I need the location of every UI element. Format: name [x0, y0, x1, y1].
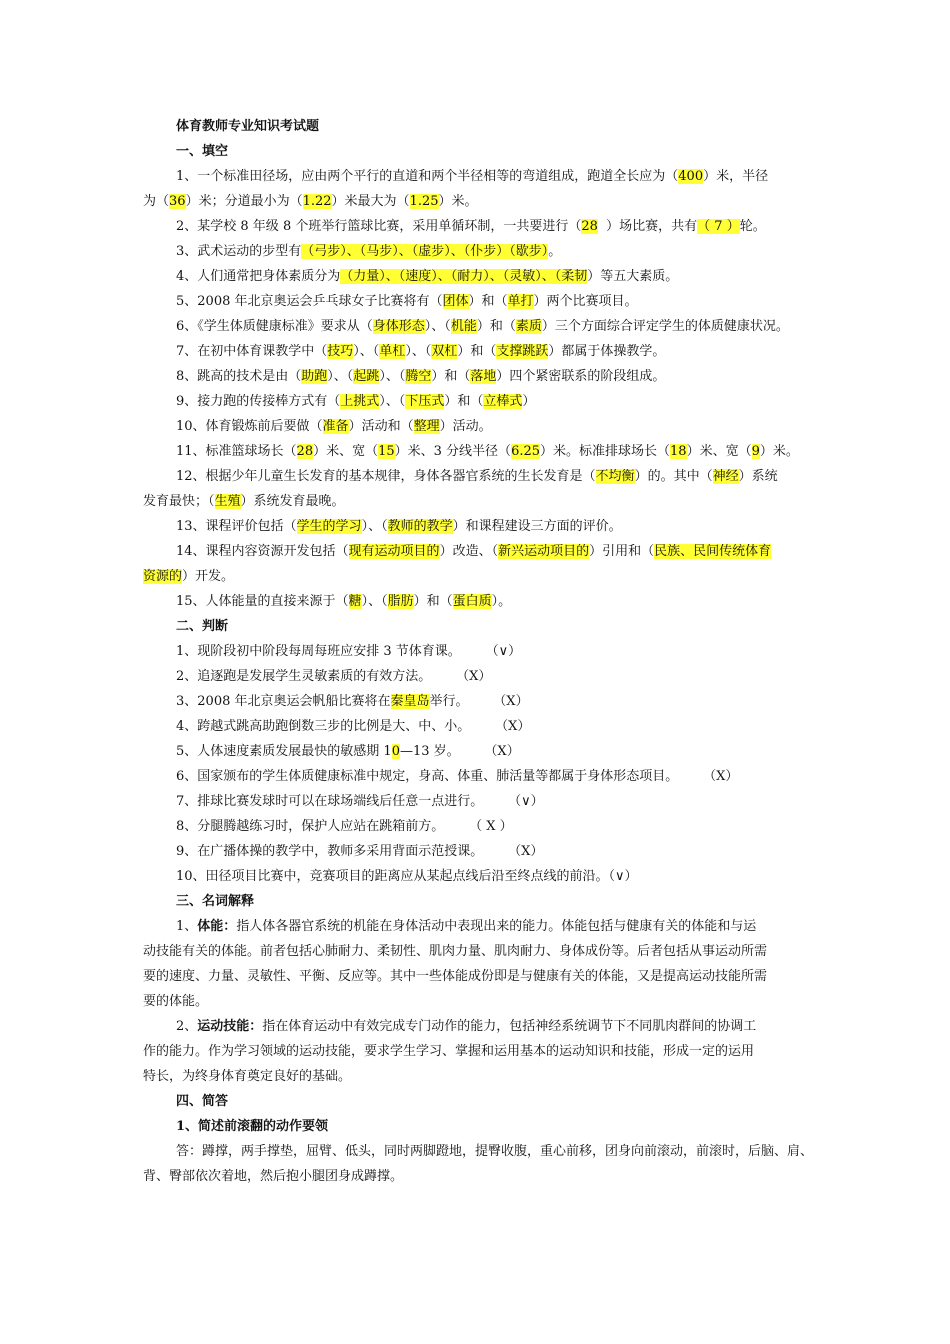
text-segment: ）开发。 [182, 569, 235, 584]
text-segment: ）米最大为（ [331, 194, 410, 209]
text-segment: 。 [548, 244, 562, 259]
text-segment: 5、2008 年北京奥运会乒乓球女子比赛将有（ [176, 294, 443, 309]
text-line [0, 393, 950, 411]
text-segment: 三、名词解释 [176, 894, 255, 909]
text-segment: 9、接力跑的传接棒方式有（ [176, 394, 341, 409]
text-line [0, 1018, 950, 1036]
text-segment: 2、 [176, 1019, 198, 1034]
text-segment: ）两个比赛项目。 [533, 294, 638, 309]
highlighted-answer: 技巧 [327, 344, 354, 359]
highlighted-answer: 400 [678, 169, 704, 184]
text-segment: 6、国家颁布的学生体质健康标准中规定，身高、体重、肺活量等都属于身体形态项目。 （X） [176, 769, 739, 784]
highlighted-answer: 9 [751, 444, 760, 459]
highlighted-answer: 助跑 [301, 369, 328, 384]
highlighted-answer: 上挑式 [340, 394, 380, 409]
text-segment: ）改造、（ [439, 544, 499, 559]
text-segment: ）米、宽（ [686, 444, 752, 459]
text-segment: 2、追逐跑是发展学生灵敏素质的有效方法。 （X） [176, 669, 492, 684]
text-segment: ） [522, 394, 536, 409]
text-segment: ）场比赛，共有 [597, 219, 698, 234]
text-line [0, 543, 950, 561]
highlighted-answer: 腾空 [405, 369, 432, 384]
text-segment: 指在体育运动中有效完成专门动作的能力，包括神经系统调节下不同肌肉群间的协调工 [262, 1019, 757, 1034]
highlighted-answer: 15 [378, 444, 395, 459]
text-segment: 指人体各器官系统的机能在身体活动中表现出来的能力。体能包括与健康有关的体能和与运 [236, 919, 757, 934]
text-segment: 10、体育锻炼前后要做（ [176, 419, 323, 434]
text-line [0, 443, 950, 461]
highlighted-answer: 资源的 [143, 569, 183, 584]
text-line [0, 968, 950, 986]
text-segment: ）、（ [361, 519, 388, 534]
text-line [0, 293, 950, 311]
highlighted-answer: （力量）、（速度）、（耐力）、（灵敏）、（柔韧 [340, 269, 588, 284]
text-segment: ）、（ [361, 594, 388, 609]
text-segment: 4、跨越式跳高助跑倒数三步的比例是大、中、小。 （X） [176, 719, 531, 734]
text-segment: 10、田径项目比赛中，竞赛项目的距离应从某起点线后沿至终点线的前沿。（∨） [176, 869, 638, 884]
text-segment: ）米。标准排球场长（ [540, 444, 671, 459]
text-segment: 举行。 （X） [429, 694, 529, 709]
text-segment: 动技能有关的体能。前者包括心肺耐力、柔韧性、肌肉力量、肌肉耐力、身体成份等。后者包括从事运动所需 [143, 944, 768, 959]
section-heading [0, 893, 950, 911]
text-line [0, 218, 950, 236]
text-line [0, 518, 950, 536]
text-segment: 1、现阶段初中阶段每周每班应安排 3 节体育课。 （∨） [176, 644, 522, 659]
text-line [0, 1043, 950, 1061]
text-segment: 4、人们通常把身体素质分为 [176, 269, 341, 284]
text-segment: ）系统发育最晚。 [240, 494, 345, 509]
text-segment: 14、课程内容资源开发包括（ [176, 544, 349, 559]
text-line [0, 368, 950, 386]
text-segment: ）四个紧密联系的阶段组成。 [496, 369, 666, 384]
section-heading [0, 118, 950, 136]
highlighted-answer: 素质 [515, 319, 542, 334]
highlighted-answer: 民族、民间传统体育 [654, 544, 772, 559]
highlighted-answer: 0 [391, 744, 400, 759]
text-segment: 8、跳高的技术是由（ [176, 369, 302, 384]
text-line [0, 568, 950, 586]
text-segment: 1、简述前滚翻的动作要领 [176, 1119, 329, 1134]
highlighted-answer: 6.25 [511, 444, 541, 459]
text-segment: 1、 [176, 919, 198, 934]
text-segment: 12、根据少年儿童生长发育的基本规律，身体各器官系统的生长发育是（ [176, 469, 596, 484]
text-segment: ）、（ [327, 369, 354, 384]
text-segment: 8、分腿腾越练习时，保护人应站在跳箱前方。 （ X ） [176, 819, 513, 834]
text-segment: 为（ [143, 194, 170, 209]
highlighted-answer: 起跳 [353, 369, 380, 384]
text-segment: ）活动和（ [348, 419, 414, 434]
text-segment: ）和（ [431, 369, 471, 384]
highlighted-answer: 18 [670, 444, 687, 459]
highlighted-answer: 双杠 [431, 344, 458, 359]
text-line [0, 343, 950, 361]
highlighted-answer: （ 7 ） [697, 219, 740, 234]
text-segment: ）和（ [457, 344, 497, 359]
highlighted-answer: 1.25 [409, 194, 439, 209]
highlighted-answer: 秦皇岛 [390, 694, 430, 709]
text-segment: ）等五大素质。 [587, 269, 679, 284]
section-heading [0, 1093, 950, 1111]
highlighted-answer: 教师的教学 [387, 519, 453, 534]
highlighted-answer: 生殖 [214, 494, 241, 509]
text-line [0, 168, 950, 186]
text-segment: ）、（ [353, 344, 380, 359]
text-segment: 体育教师专业知识考试题 [176, 119, 320, 134]
highlighted-answer: 下压式 [405, 394, 445, 409]
text-segment: ）和（ [468, 294, 508, 309]
text-line [0, 668, 950, 686]
highlighted-answer: 28 [581, 219, 598, 234]
text-segment: 3、2008 年北京奥运会帆船比赛将在 [176, 694, 391, 709]
text-line [0, 1068, 950, 1086]
text-segment: ）三个方面综合评定学生的体质健康状况。 [541, 319, 789, 334]
text-segment: 发育最快；（ [143, 494, 215, 509]
text-segment: ）、（ [424, 319, 451, 334]
text-segment: 7、排球比赛发球时可以在球场端线后任意一点进行。 （∨） [176, 794, 544, 809]
text-segment: 15、人体能量的直接来源于（ [176, 594, 349, 609]
text-segment: 一、填空 [176, 144, 229, 159]
text-segment: 特长，为终身体育奠定良好的基础。 [143, 1069, 352, 1084]
section-heading [0, 143, 950, 161]
highlighted-answer: 单杠 [379, 344, 406, 359]
highlighted-answer: 整理 [413, 419, 440, 434]
highlighted-answer: 现有运动项目的 [348, 544, 440, 559]
highlighted-answer: 糖 [348, 594, 362, 609]
text-segment: 9、在广播体操的教学中，教师多采用背面示范授课。 （X） [176, 844, 544, 859]
highlighted-answer: 落地 [470, 369, 497, 384]
text-line [0, 418, 950, 436]
text-segment: 答：蹲撑，两手撑垫，屈臂、低头，同时两脚蹬地，提臀收腹，重心前移，团身向前滚动，前滚时，后脑、肩、 [176, 1144, 814, 1159]
highlighted-answer: 团体 [442, 294, 469, 309]
text-line [0, 993, 950, 1011]
text-segment: ）米。 [438, 194, 478, 209]
highlighted-answer: （弓步）、（马步）、（虚步）、（仆步）（歇步） [301, 244, 549, 259]
text-segment: 轮。 [739, 219, 766, 234]
text-line [0, 943, 950, 961]
text-segment: ）引用和（ [589, 544, 655, 559]
text-line [0, 843, 950, 861]
text-segment: 运动技能： [197, 1019, 263, 1034]
text-segment: ）米、3 分线半径（ [394, 444, 512, 459]
text-segment: 要的体能。 [143, 994, 209, 1009]
text-segment: ）的。其中（ [634, 469, 713, 484]
highlighted-answer: 立棒式 [483, 394, 523, 409]
text-line [0, 643, 950, 661]
highlighted-answer: 28 [296, 444, 314, 459]
text-segment: ）、（ [379, 394, 406, 409]
text-segment: 四、简答 [176, 1094, 229, 1109]
highlighted-answer: 神经 [712, 469, 739, 484]
text-segment: ）米。 [759, 444, 799, 459]
text-segment: —13 岁。 （X） [399, 744, 520, 759]
highlighted-answer: 准备 [322, 419, 349, 434]
text-line [0, 718, 950, 736]
text-segment: 1、一个标准田径场，应由两个平行的直道和两个半径相等的弯道组成，跑道全长应为（ [176, 169, 679, 184]
text-line [0, 268, 950, 286]
text-segment: 作的能力。作为学习领域的运动技能，要求学生学习、掌握和运用基本的运动知识和技能，形成一定的运用 [143, 1044, 755, 1059]
text-line [0, 593, 950, 611]
highlighted-answer: 身体形态 [372, 319, 425, 334]
section-heading [0, 1118, 950, 1136]
text-segment: ）系统 [738, 469, 778, 484]
highlighted-answer: 蛋白质 [452, 594, 492, 609]
highlighted-answer: 36 [169, 194, 186, 209]
text-segment: ）活动。 [439, 419, 492, 434]
text-segment: ）都属于体操教学。 [548, 344, 666, 359]
text-segment: 二、判断 [176, 619, 229, 634]
text-segment: ）和（ [476, 319, 516, 334]
text-segment: ）、（ [379, 369, 406, 384]
text-segment: ）和（ [413, 594, 453, 609]
text-segment: 体能： [197, 919, 237, 934]
text-line [0, 818, 950, 836]
text-segment: ）和（ [444, 394, 484, 409]
text-line [0, 1168, 950, 1186]
text-line [0, 693, 950, 711]
text-line [0, 768, 950, 786]
text-segment: 3、武术运动的步型有 [176, 244, 302, 259]
text-segment: ）米、宽（ [313, 444, 379, 459]
highlighted-answer: 支撑跳跃 [496, 344, 549, 359]
text-line [0, 743, 950, 761]
text-segment: ）米；分道最小为（ [185, 194, 303, 209]
text-line [0, 318, 950, 336]
text-segment: ）米，半径 [703, 169, 769, 184]
highlighted-answer: 新兴运动项目的 [498, 544, 590, 559]
section-heading [0, 618, 950, 636]
text-segment: 背、臀部依次着地，然后抱小腿团身成蹲撑。 [143, 1169, 404, 1184]
text-segment: 7、在初中体育课教学中（ [176, 344, 328, 359]
text-segment: 13、课程评价包括（ [176, 519, 297, 534]
text-line [0, 243, 950, 261]
text-segment: ）。 [491, 594, 512, 609]
text-line [0, 468, 950, 486]
text-line [0, 193, 950, 211]
text-segment: ）、（ [405, 344, 432, 359]
text-line [0, 793, 950, 811]
highlighted-answer: 1.22 [302, 194, 332, 209]
text-line [0, 1143, 950, 1161]
highlighted-answer: 不均衡 [595, 469, 635, 484]
text-segment: 6、《学生体质健康标准》要求从（ [176, 319, 373, 334]
text-segment: 要的速度、力量、灵敏性、平衡、反应等。其中一些体能成份即是与健康有关的体能，又是提高运动技能所需 [143, 969, 768, 984]
text-line [0, 868, 950, 886]
highlighted-answer: 学生的学习 [296, 519, 362, 534]
text-line [0, 493, 950, 511]
highlighted-answer: 机能 [450, 319, 477, 334]
highlighted-answer: 单打 [507, 294, 534, 309]
text-line [0, 918, 950, 936]
highlighted-answer: 脂肪 [387, 594, 414, 609]
text-segment: 2、某学校 8 年级 8 个班举行篮球比赛，采用单循环制，一共要进行（ [176, 219, 582, 234]
text-segment: ）和课程建设三方面的评价。 [452, 519, 622, 534]
text-segment: 11、标准篮球场长（ [176, 444, 297, 459]
text-segment: 5、人体速度素质发展最快的敏感期 1 [176, 744, 392, 759]
